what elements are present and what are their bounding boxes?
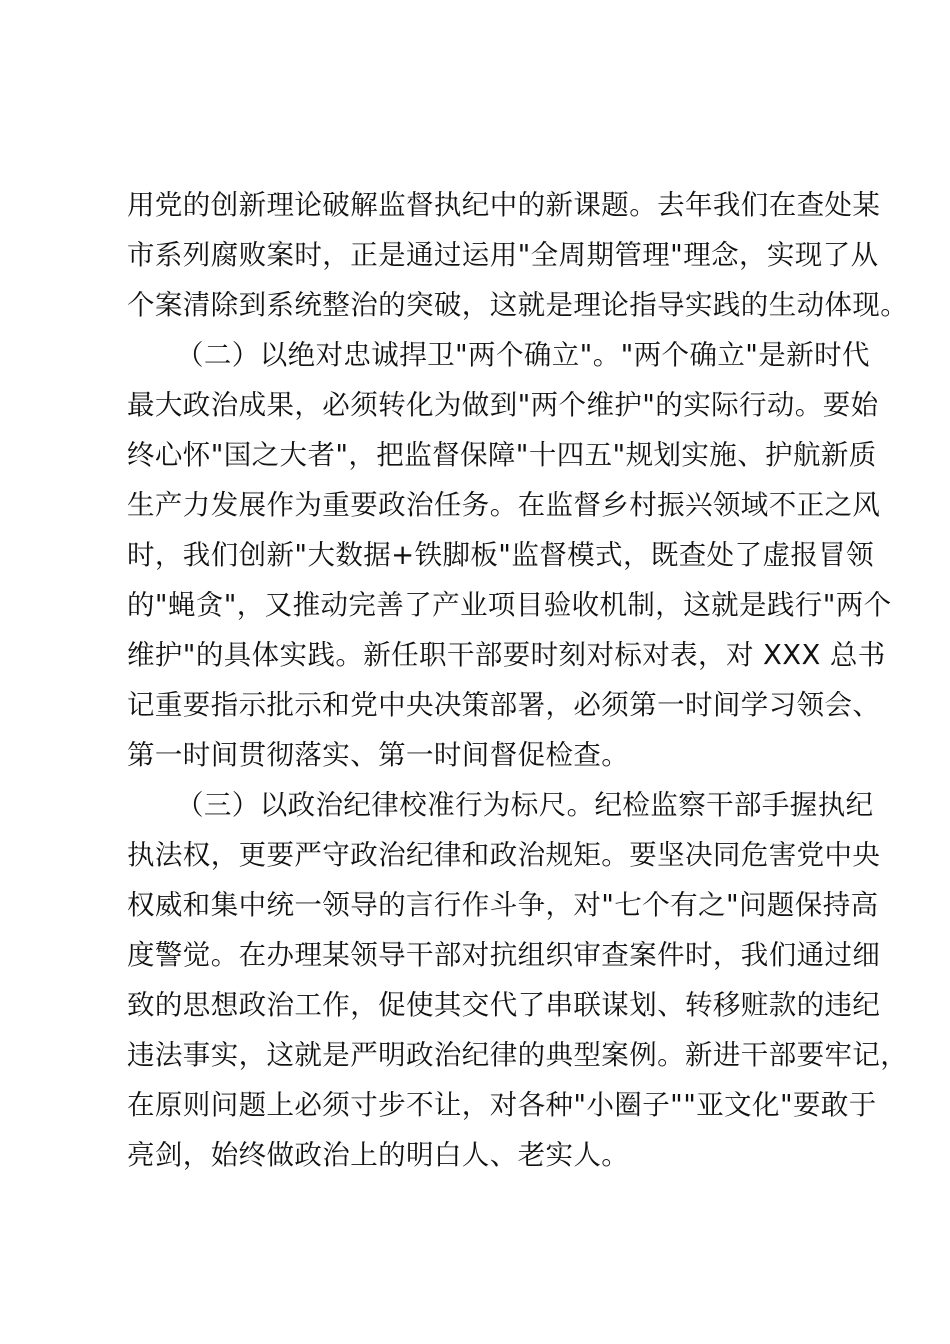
- text-line: 个案清除到系统整治的突破，这就是理论指导实践的生动体现。: [127, 289, 909, 321]
- text-line: 用党的创新理论破解监督执纪中的新课题。去年我们在查处某: [127, 189, 881, 221]
- text-line: 执法权，更要严守政治纪律和政治规矩。要坚决同危害党中央: [127, 839, 881, 871]
- text-line: 度警觉。在办理某领导干部对抗组织审查案件时，我们通过细: [127, 939, 881, 971]
- paragraph-heading-3: （三）以政治纪律校准行为标尺。纪检监察干部手握执纪: [176, 789, 874, 821]
- text-line: 记重要指示批示和党中央决策部署，必须第一时间学习领会、: [127, 689, 881, 721]
- text-line: 违法事实，这就是严明政治纪律的典型案例。新进干部要牢记，: [127, 1039, 909, 1071]
- text-line: 亮剑，始终做政治上的明白人、老实人。: [127, 1139, 630, 1171]
- text-line: 致的思想政治工作，促使其交代了串联谋划、转移赃款的违纪: [127, 989, 881, 1021]
- text-line: 生产力发展作为重要政治任务。在监督乡村振兴领域不正之风: [127, 489, 881, 521]
- text-line: 维护"的具体实践。新任职干部要时刻对标对表，对 XXX 总书: [127, 639, 886, 671]
- text-line: 权威和集中统一领导的言行作斗争，对"七个有之"问题保持高: [127, 889, 879, 921]
- text-line: 的"蝇贪"，又推动完善了产业项目验收机制，这就是践行"两个: [127, 589, 892, 621]
- paragraph-heading-2: （二）以绝对忠诚捍卫"两个确立"。"两个确立"是新时代: [176, 339, 870, 371]
- text-line: 最大政治成果，必须转化为做到"两个维护"的实际行动。要始: [127, 389, 879, 421]
- text-line: 第一时间贯彻落实、第一时间督促检查。: [127, 739, 630, 771]
- text-line: 市系列腐败案时，正是通过运用"全周期管理"理念，实现了从: [127, 239, 879, 271]
- text-line: 在原则问题上必须寸步不让，对各种"小圈子""亚文化"要敢于: [127, 1089, 877, 1121]
- text-line: 时，我们创新"大数据+铁脚板"监督模式，既查处了虚报冒领: [127, 539, 875, 571]
- text-line: 终心怀"国之大者"，把监督保障"十四五"规划实施、护航新质: [127, 439, 877, 471]
